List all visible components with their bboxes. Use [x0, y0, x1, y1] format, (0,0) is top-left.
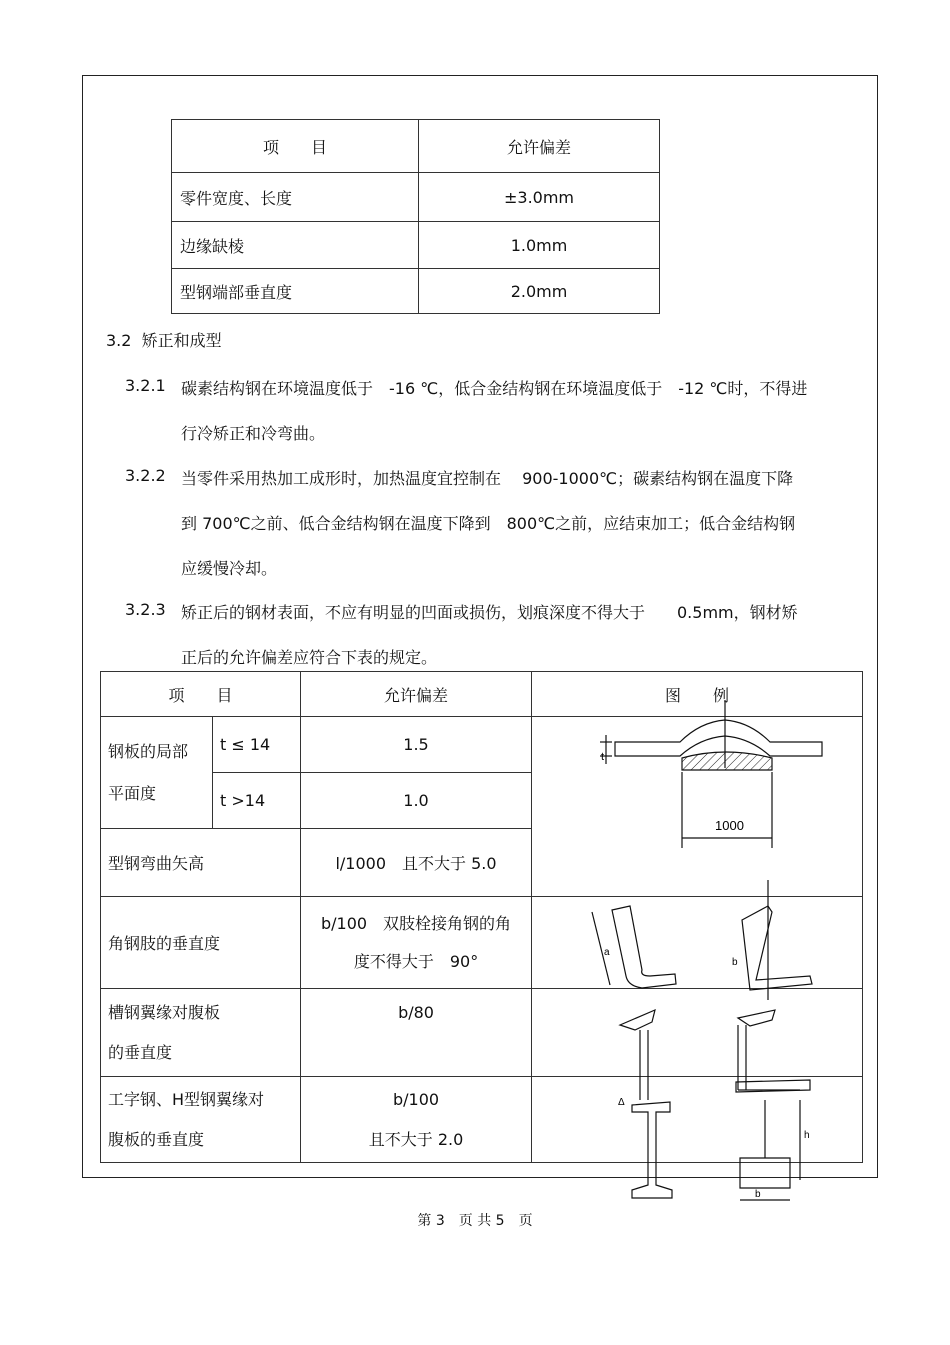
- label-delta: Δ: [618, 1097, 625, 1108]
- label-b: b: [732, 957, 738, 968]
- label-b-ibeam: b: [755, 1189, 761, 1200]
- label-a: a: [604, 947, 610, 958]
- t2-tol: l/1000 且不大于 5.0: [301, 829, 532, 897]
- t1-header-item: 项 目: [172, 120, 419, 173]
- t2-header-item: 项 目: [101, 672, 301, 717]
- t1-cell: 型钢端部垂直度: [172, 269, 419, 314]
- t2-item: [101, 989, 301, 1077]
- t2-cond: t >14: [213, 773, 301, 829]
- t2-header-fig: 图 例: [532, 672, 863, 717]
- tol-line: 度不得大于 90°: [353, 951, 479, 971]
- tolerance-table-1: [171, 119, 660, 314]
- tolerance-table-2: [100, 671, 863, 1163]
- fig-cell-angle: [532, 897, 863, 989]
- label-t: t: [601, 751, 605, 763]
- tol-line: b/100 双肢栓接角钢的角: [320, 913, 512, 933]
- tol-line: b/100: [392, 1089, 440, 1109]
- plate-label-line: 平面度: [108, 783, 157, 803]
- t1-cell: 边缘缺棱: [172, 222, 419, 269]
- para-number: 3.2.2: [125, 466, 166, 485]
- t1-header-tol: 允许偏差: [419, 120, 660, 173]
- para-number: 3.2.1: [125, 376, 166, 395]
- t2-tol: [301, 1077, 532, 1163]
- t1-cell: 1.0mm: [419, 222, 660, 269]
- t1-cell: 2.0mm: [419, 269, 660, 314]
- t2-item: [101, 1077, 301, 1163]
- para-line: 应缓慢冷却。: [181, 559, 278, 578]
- section-number: 3.2: [106, 331, 132, 350]
- para-line: 当零件采用热加工成形时，加热温度宜控制在 900-1000℃；碳素结构钢在温度下降: [181, 469, 794, 488]
- t2-cond: t ≤ 14: [213, 717, 301, 773]
- t2-tol: [301, 897, 532, 989]
- para-line: 到 700℃之前、低合金结构钢在温度下降到 800℃之前，应结束加工；低合金结构钢: [181, 514, 796, 533]
- section-title: 矫正和成型: [141, 331, 222, 350]
- item-line: 的垂直度: [108, 1042, 173, 1062]
- t2-header-tol: 允许偏差: [301, 672, 532, 717]
- t2-tol: 1.5: [301, 717, 532, 773]
- tol-line: 且不大于 2.0: [368, 1129, 464, 1149]
- t2-item: 角钢肢的垂直度: [101, 897, 301, 989]
- fig-cell-channel: [532, 989, 863, 1077]
- t2-item: 型钢弯曲矢高: [101, 829, 301, 897]
- plate-label-line: 钢板的局部: [108, 741, 189, 761]
- para-line: 矫正后的钢材表面，不应有明显的凹面或损伤，划痕深度不得大于 0.5mm，钢材矫: [181, 603, 798, 622]
- fig-cell-ibeam: [532, 1077, 863, 1163]
- para-3-2-3: [125, 600, 865, 670]
- item-line: 腹板的垂直度: [108, 1129, 205, 1149]
- para-line: 正后的允许偏差应符合下表的规定。: [181, 648, 438, 667]
- dim-1000: 1000: [715, 818, 744, 833]
- t1-cell: 零件宽度、长度: [172, 173, 419, 222]
- para-3-2-1: [125, 376, 865, 446]
- para-line: 行冷矫正和冷弯曲。: [181, 424, 326, 443]
- para-line: 碳素结构钢在环境温度低于 -16 ℃，低合金结构钢在环境温度低于 -12 ℃时，不得进: [181, 379, 808, 398]
- t1-cell: ±3.0mm: [419, 173, 660, 222]
- item-line: 槽钢翼缘对腹板: [108, 1002, 221, 1022]
- para-3-2-2: [125, 466, 865, 576]
- para-number: 3.2.3: [125, 600, 166, 619]
- item-line: 工字钢、H型钢翼缘对: [108, 1089, 265, 1109]
- plate-flatness-label: [101, 717, 213, 829]
- fig-cell-plate: [532, 717, 863, 897]
- t2-tol: 1.0: [301, 773, 532, 829]
- page-footer: 第 3 页 共 5 页: [417, 1213, 533, 1229]
- section-heading: [106, 330, 222, 352]
- t2-tol: b/80: [301, 989, 532, 1077]
- label-h: h: [804, 1130, 810, 1141]
